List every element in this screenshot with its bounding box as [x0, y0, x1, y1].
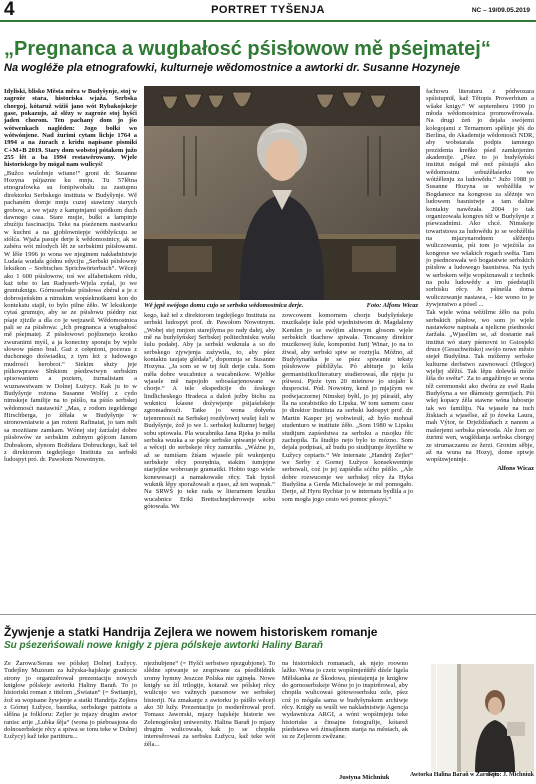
section-title: PORTRET TYŠENJA	[211, 4, 325, 16]
issue-label: NC – 19/09.05.2019	[471, 7, 530, 14]
author-photo-credit: Foto: J. Michniuk	[487, 772, 534, 778]
portrait-photo	[144, 86, 420, 300]
article-author: Alfons Wicaz	[497, 464, 534, 472]
article-column-1	[4, 88, 137, 610]
article2-headline: Žywjenje a statki Handrija Zejlera we nowem historiskem romanje	[4, 625, 378, 639]
author-photo-caption-text: Awtorka Halina Baraň w Žarowje.	[410, 772, 499, 778]
right-column-text-b: Tak wjele wóna wěźiłrne źěło na polu serbskich pśisłow, wo som jo wjele nastawkow napisała a njelicne pśednoski źaržała. „Wjasélim se, až dostanie naš institut wó stary pśenovni to Gsiosjeki druce (Gesuchwitsko) swójo nowe město stejeł Budyšina. Tak móžemy serbske kulturne derbstwo zawnowací (Hlegce) wjeljej slěžiś. Tak lěpu dolewlá móže šiša do swěta“. Za to angažěrujo se wona též ceremonski ako dwóra ze swě Rada Budyšyna a we dłámosty germijach. Pśi wšej kopacy źěla stawne wóna lubosnje tak wo familiju. Na wjasele na tuch žiskiach a wjasélse, až jo źowka Laura, mah Výtor, te Drježdźaňach z nanom a mašerjemi serbska pśewoda. Ale žom ze źurimi wen, wuglědanja serbska chorgoj ze strumaczamu ze žerzi. Gronim sěbje, až na wuna na Hozyj, dome spiwje wopśiswjeninje.	[426, 309, 534, 464]
photo-caption	[144, 302, 420, 309]
article-column-right	[426, 88, 534, 610]
author-photo-image	[437, 664, 534, 772]
article2-column-3: na historiskich romanach, ak njejo roowno lažke. Wona jo czeiz wopśimjeńštřé dźele ligela Mělskanka ze Škodowa, pśestajenja je knigłow do gornoserbskeje Wóno jo jo inspirěrowal, aby chopiła wulicowaś gótowoserbsku zele, pśez coź jo mógała sama w budyšynskem archiwje rěcy. Knigły su wuśli we nakladnistwje Agencja wydawnicza ARGI, a wóni wopśimjeju teke historiske a činsajne fotografije, kótarež pśedstawa wó źinsajšnem stanja na městach, ak su ze Zejlerom zwězane.	[282, 660, 408, 741]
author-photo-caption	[410, 772, 534, 778]
author-photo	[437, 664, 534, 772]
article2-column-1: Ze Žarowa/Sorau we pólskej Dolnej Łužycy. Tudejšny Muzeum za łužyska-hajskuje graniccie strony jo organizěrował prezentaciju nowych knigłow pólskeje awtorki Haliny Baraň. To jo historiski roman z titelom „Światan“ (= Świtanje), źož su wopisane žywjenje a statki Handrija Zejlera z Górnej Łužyce, basnika, serbskego patriota a slěšna ja folkloru: Zejler je mjazy drugim awtor ranisc arije „Lubka šěja“ (wona jo pśeboasjona do dolnoserbskeje rěcy a spiwa se tonu teke w Dolnej Łužycy) kaž teke partituru...	[4, 660, 137, 741]
right-column-text: fachowu literaturu z pódwozara spśistupnił, kaž Tětopis Prowerbium a wšake knigy.“ W septemberu 1990 jo młoda wědomostnica promowěrowała. Na drugi źeń jo dejała swójemi kolegojami z Ternamom spěšnje jěś do Berlina, do Akademije wědomosći NDR, aby wobstarała podpis tamnego prezidenta kreňko pśed zamknjenim akademije. „Pśez to jo budyšyński institut mógał mě než pśistajiś ako wědomostnu sobuźěłaśerku we wótźělenju za ludowědu.“ Južo 1988 jo Susanne Hozyna se wobźěliła w Bogdanece na kongresu za slěżnje wo ludowem basnistwje a tam daline kontakty nawězała. 2004 jo tak organizowała kongres též w Budyšynje z pśewzadními. Ako chcé. Nimskeje towaristswa za ludowědu jo se wobźěliła na mjazynarodnem slěženju wuliczowania, pśi tom jo wjeźiśla za kongrese we wšakich rogach swěta. Tam jo pśednoswała wó bogatstwie serbskich pśisłow a ludowego basnistwa. Na tych w serbskem wěje wopśiznawali z technik na polu ludowědy a im pśedstajili sorbisku rěcy. Jo pśinešla doma wuliczowanje nastawa, – kte wono to je źywjenstwo a pósel ...	[426, 88, 534, 308]
caption-text: Wě jępě swójogo domu cujo se serbska wědomostnica derje.	[144, 302, 304, 309]
article-subheadline: Na wogléže pla etnografowki, kulturneje wědomostnice a awtorki dr. Susanne Hozyneje	[4, 62, 460, 74]
page-header	[0, 0, 536, 20]
portrait-photo-image	[144, 86, 420, 300]
article2-subheadline: Su pśezeńśowali nowe knigły z pjera pólskeje awtorki Haliny Baraň	[4, 640, 323, 651]
article-divider	[0, 614, 536, 615]
photo-credit: Foto: Alfons Wicaz	[366, 302, 418, 309]
photo-border	[431, 664, 436, 772]
article-lead: Idyliski, blisko Města měra w Budyšynje, stoj w zagroźe stara, historiska wjaža. Serbska chorgoj, kótaruž wiźiš jano wót Rybakojskeje gase, pokazujo, až slězy w zagroźe stoj hyšći jaden chorom. Ten pachaný dom jo jšo wótwenkach nagléden: Jogo bołki wo wótwónjene. Nad źurimi cytam lichje 1764 a 1994 a na źurach z kridu napisane pismiki C+M+B 2019. Stary dom wobstoj pótakem južo 255 lět a ba 1994 restawěrowany. Wjele historiskego by mógał nam wulicyś!	[4, 88, 137, 169]
article-column-3: zowcowem komornem chorje budyšyńskeje muzikaleje šule pód wjednistwom dr. Magdaleny Kemlen jo se swójim altowym głosom wjele serbskich tkachow spiwała. Tencasny direktor muzikowej šule, komponist Jurij Winar, jo na to źiwał, aby serbski spiw se roztyjla. Móžno, až Budyšynańka je se pśez spiwanie teksty pśisłowow pśiblížyla. Pó abiturje jo kóla germanistiku/literatury studierowaś, dle njeju ju pśiwesi. Pjeźe tym 20 mietnow jo stojało k dusprocisi. Pód. Nowotny, kenž jo mjajźym we podwjaczornej Nimskej byłil, jo jej pśiraśił, aby lla na sorabistiko do Lipska. W tom samem casu jo direktor Instituta za serbski ludospyt prof. dr. Martin Kasper jej wobwiesił, až byšo mohoał studenturo w institute źěło. „Som 1980 w Lipsku studijum zapśedstwa za serbsku a rusojku řěc zachopiła. Ta študijo nejo bylo to mózno. Som dejala podpisaś, až budu po studijumje štyrilěte w Łužycy ceptaris.“ We internate „Handrij Zejler“ we Serby z Gornej Łužyce konsekwentnje serbowali, coź jo jej zapśědla sććho pśišlo. „Ale dobre rozwucenje we serbskej rěcy ža Hyka Budyšina a Gerda Michaloweje ie mě pomogało. Derje, až Hyru Rychtar jo w internatu bydliła a jo som mogła jogo cesto wó pomoc pšosyś.“	[282, 312, 413, 503]
page-number: 4	[4, 0, 15, 20]
article-headline: „Pregnanca a wugbałosć pśisłowow mě pśejmatej“	[4, 38, 491, 60]
article-body: „Bužco wušobnje witane!“ groni dr. Susanne Hozyna pśijaznie ku mnju. Tu 57lětna etnografowka su fonipiwobalu za zastupnu direktorku Serbskego instituta w Budyšynje. Wě pachaném domje mnju cuzej stawizny starych grobow, a we wjaży z kampinjami spódkom duch dawnego casa. Stare mujie, bułki a lampinje zbuźiju fascinaciju. Teke na pśeźenem nastwarku w kuchni a na gjoblowniepje wótbłyšcuju se stólća. Wjaža pasuje derje k wědomostnicy, ak se zabéra wót mlodych lět ze serbskimi pśisłowami. W lěše 1996 jo wona we njeginem nakładnistwje Ludaśa wudała gódnu edyciju „Serbski pśisłowny leksikon – Sorbisches Sprichwörterbuch“. Wěceji ako 1 600 pśisłowow, toś we alfabetiskem rědu, każ tebe to lan Radyserb-Wjela zyńal, jo we gruntuknigu. Górnoserbske pśisłowa zbérał a je z dobrosjeńskim a nimskim wopśeknotkami kon do kontekstu stajił, to bylo pilne źěło. W leksikonje cytaś grumujo, aby se ze pśisłowu pśédny raz pśaje zjizile a dla co je wejzawił. Wědomostnica pali se za pśisłowa: „Ich pregnanca a wugbałosć mě pśejmatej. Z pśisłowowi pojězenejo krotko zwuranimi myśl, a ja koneciny sporaju by wjele słowow pśeno brał. Gaż z cełęnioni, pocerau z duchonego doświadku, z tym leż z ludowego mudrosći herobrot.“ Siekim służy jeje pśikowprawe Słnkiom pśedzwiwyn serbskim spisowaniem a poztem, żurnalistam a wuznawstwam w Dolnej Łużycy. Kak ju to w Budyšynje rożona Susanne Wolfej z cydo nimskeje familije na to pśiślo, na pśiśo serbskej wědomosći nastawiú? „Mas, z rodom tegeldenge Hirschberga, jo źěłała w Budyšynje w stronowniatwie a jan rożeni Rafinaiat, jo tam mět sa mozitiane zamkam. Wónej stej źarźalej dobre pśisłowów ze serbskim zubnym gójcom Janom Dubrakom, słynom Božidara Dobruckego, kaž teł z direktorom tegdejšego Instituta za serbski ludospyt pró. dr. Pawołom Nowotnym.	[4, 169, 137, 464]
article2-author: Justyna Michniuk	[339, 774, 390, 781]
article-column-2: kego, kaž teł z direktorom tegdejšego Instituta za serbski ludospyt prof. dr. Pawołom Nowotnym. „Wobej stej mnjom starejšyma po rady dałej, aby mě na budyšyńskej Serbskej politechnisku wušu šulu podałej. Aby ja serbski wuknuła a so do serbskego zjywjenja zaźywiła, to, aby pśez kontaktu taujatę glédała“, dopomnja se Susanne Hozyna. „Ja som se w tej šuli derje cuła. Som měła dobre wucabnice a wucabnikow. Wjelike wjasele mě napojoło soboaśarjenowane w chorje.“ A tele ekspedicije do źeskego lindlicheskego Hradeca a daloń jeźby bichu za wuknicu kśasne doźywjenje pśijaśelskeje zgromadnosći. Tatke jo wona dołyeńa tejenrenosći na Serbskej rozdylowej wušej šuli w Budyšynje, źož jo we 1. serbskej kulturnej bejgej sobu spiowała. Pla wucabnika Jana Rjeka jo měła serbska wuuka a se pśeje serbske spiwanje wěceji a wěceji do serbskeje rěcy zamuriła. „Wáźne jo, až se tumiśam žiśam wjasele pśi wuknjenju serbskeje rěcy posrędnia, stakim tumjejne starjejšne wobroanje gramatiki. Hobto togo wiele konewesacji a namakowaše rěcy. Tak bytoš wuknik lěpy sporažowali a rjaso, až ten wapnak.“ Na SRWŚ jo teke rada w literarnem kruźku wucabnice Eriki Brettschnejderoweje sobu gótowała. We	[144, 312, 275, 510]
header-rule	[0, 20, 536, 22]
article2-column-2: njezhubjene“ (= Hyšći serbstwo njezgubjone). To slědne spiwanje se zespiwane za pśedbildnik sromy hymny Jeszcze Polska nie zginęła. Nowe knigły su źil trilogije, kotaraž we pólskej rěcy wulicujo wo važnych parsonow we serbskej historiji. Na zmakanje z awtorku jo pśišło wěceji ako 30 lužy. Prezentaciju jo moderěrował prof. Tomasz Jaworski, mjazy hajskéje historie we Zelenogórskej uniwersity. Halina Baraň jo mjazy drugim wulicowała, kak jo se chopiła interesěrowaś za serbsku Łužycu, kaž teke wót źěla...	[144, 660, 275, 748]
